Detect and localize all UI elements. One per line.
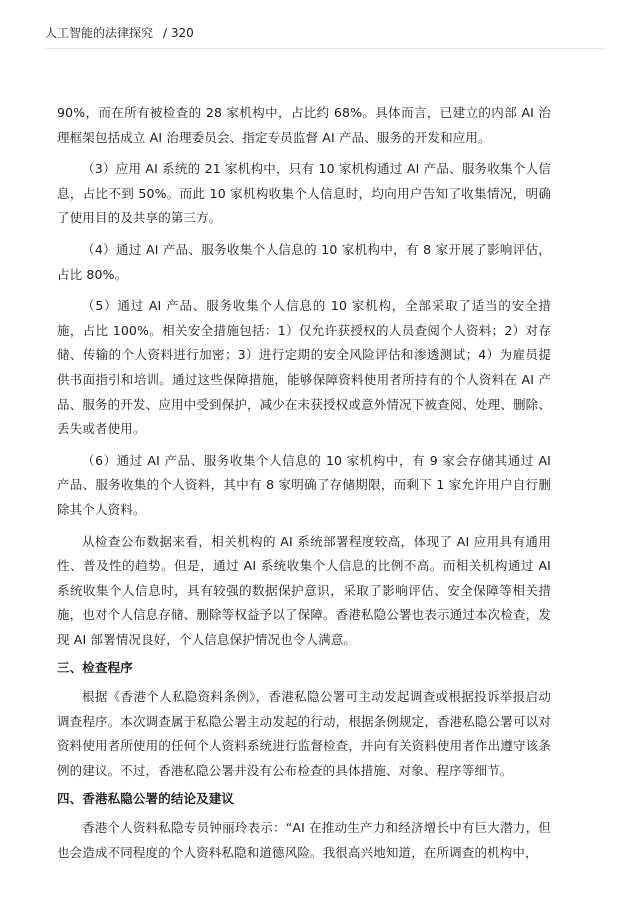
paragraph-item-6: （6）通过 AI 产品、服务收集个人信息的 10 家机构中，有 9 家会存储其通过 AI 产品、服务收集的个人资料，其中有 8 家明确了存储期限，而剩下 1 家允许用户自行删除其个人资料。 (57, 452, 551, 517)
paragraph-item-5: （5）通过 AI 产品、服务收集个人信息的 10 家机构，全部采取了适当的安全措施，占比 100%。相关安全措施包括：1）仅允许获授权的人员查阅个人资料；2）对存储、传输的个人资料进行加密；3）进行定期的安全风险评估和渗透测试；4）为雇员提供书面指引和培训。通过这些保障措施，能够保障资料使用者所持有的个人资料在 AI 产品、服务的开发、应用中受到保护，减少在未获授权或意外情况下被查阅、处理、删除、丢失或者使用。 (57, 298, 551, 437)
running-header (45, 24, 605, 49)
paragraph-continuation: 90%，而在所有被检查的 28 家机构中，占比约 68%。具体而言，已建立的内部 AI 治理框架包括成立 AI 治理委员会、指定专员监督 AI 产品、服务的开发和应用。 (57, 105, 551, 145)
paragraph-procedure: 根据《香港个人私隐资料条例》，香港私隐公署可主动发起调查或根据投诉举报启动调查程序。本次调查属于私隐公署主动发起的行动，根据条例规定，香港私隐公署可以对资料使用者所使用的任何个人资料系统进行监督检查，并向有关资料使用者作出遵守该条例的建议。不过，香港私隐公署并没有公布检查的具体措施、对象、程序等细节。 (57, 689, 551, 778)
paragraph-item-3: （3）应用 AI 系统的 21 家机构中，只有 10 家机构通过 AI 产品、服务收集个人信息，占比不到 50%。而此 10 家机构收集个人信息时，均向用户告知了收集情况，明确了使用目的及共享的第三方。 (57, 161, 551, 226)
section-heading-inspection-procedure: 三、检查程序 (57, 660, 133, 676)
book-title: 人工智能的法律探究 (45, 26, 154, 40)
paragraph-quote: 香港个人资料私隐专员钟丽玲表示：“AI 在推动生产力和经济增长中有巨大潜力，但也会造成不同程度的个人资料私隐和道德风险。我很高兴地知道，在所调查的机构中， (57, 820, 551, 860)
page-number: / 320 (163, 26, 194, 40)
paragraph-summary: 从检查公布数据来看，相关机构的 AI 系统部署程度较高，体现了 AI 应用具有通用性、普及性的趋势。但是，通过 AI 系统收集个人信息的比例不高。而相关机构通过 AI 系统收集个人信息时，具有较强的数据保护意识，采取了影响评估、安全保障等相关措施，也对个人信息存储、删除等权益予以了保障。香港私隐公署也表示通过本次检查，发现 AI 部署情况良好，个人信息保护情况也令人满意。 (57, 533, 551, 647)
section-heading-conclusions: 四、香港私隐公署的结论及建议 (57, 791, 235, 807)
page-body (57, 101, 551, 865)
paragraph-item-4: （4）通过 AI 产品、服务收集个人信息的 10 家机构中，有 8 家开展了影响评估，占比 80%。 (57, 241, 551, 282)
